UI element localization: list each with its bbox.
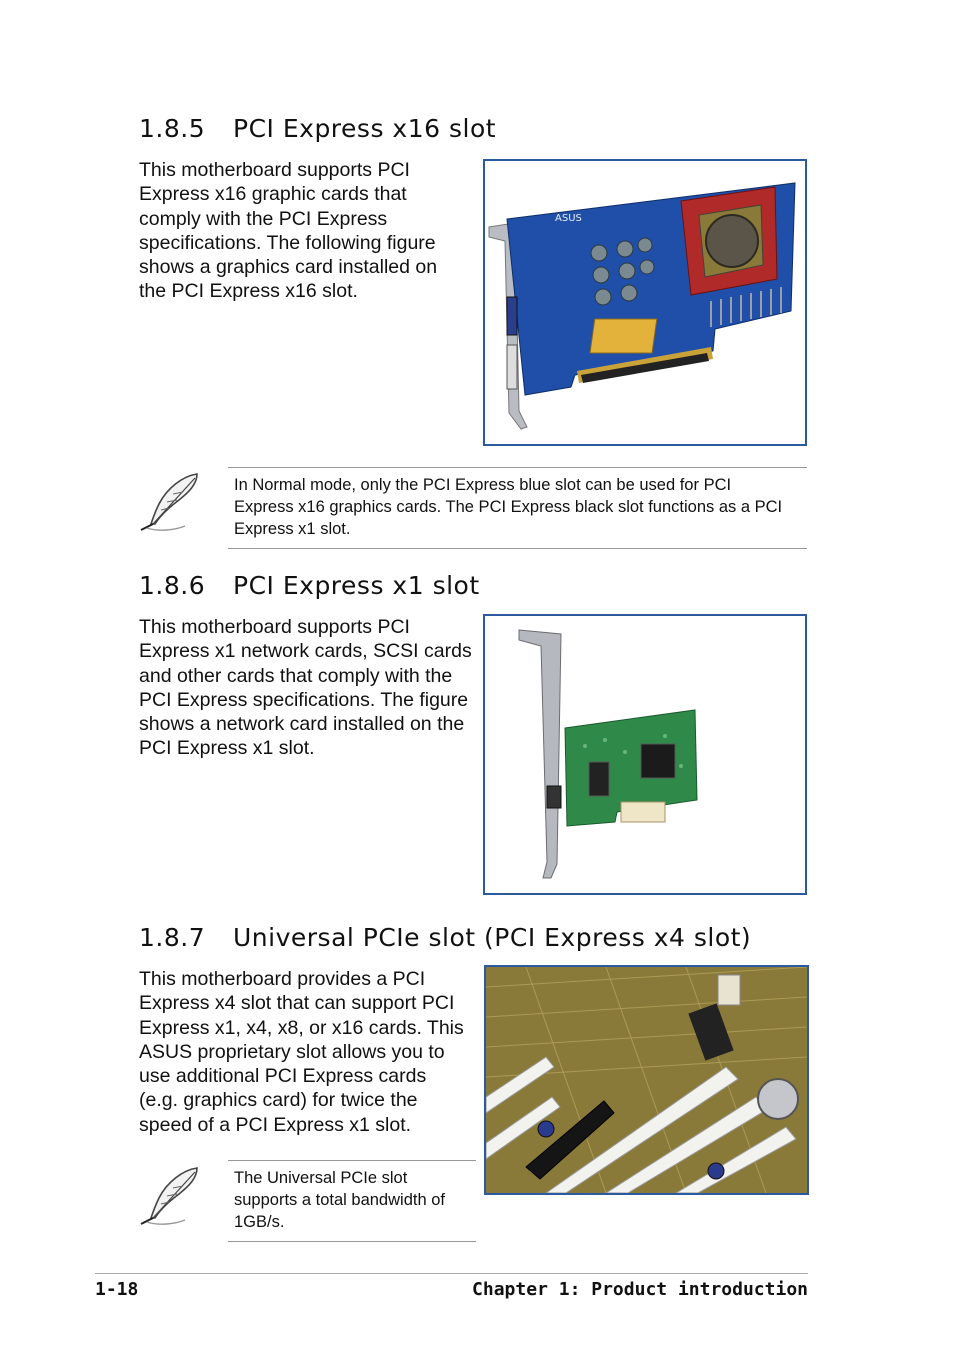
motherboard-slot-illustration: [486, 967, 807, 1193]
feather-pen-icon: [139, 1164, 203, 1228]
section-title: Universal PCIe slot (PCI Express x4 slot): [233, 923, 752, 952]
body-line: This motherboard supports PCI: [139, 616, 410, 638]
page-number: 1-18: [95, 1279, 139, 1300]
body-line: PCI Express x1 slot.: [139, 737, 315, 760]
section-number: 1.8.6: [139, 571, 206, 600]
body-line: the PCI Express x16 slot.: [139, 280, 358, 303]
note-line: supports a total bandwidth of: [234, 1191, 445, 1209]
body-line: ASUS proprietary slot allows you to: [139, 1040, 445, 1063]
network-card-figure: [483, 614, 807, 895]
body-line: (e.g. graphics card) for twice the: [139, 1089, 418, 1112]
section-body-1-8-7: [139, 967, 464, 1137]
section-heading-1-8-6: [139, 571, 480, 600]
feather-pen-icon: [139, 470, 203, 534]
note-line: In Normal mode, only the PCI Express blue slot can be used for PCI: [234, 476, 732, 494]
body-line: This motherboard provides a PCI: [139, 968, 426, 990]
section-body-1-8-5: [139, 158, 437, 304]
section-heading-1-8-7: [139, 923, 751, 952]
network-card-illustration: [485, 616, 805, 893]
section-title: PCI Express x16 slot: [233, 114, 497, 143]
body-line: speed of a PCI Express x1 slot.: [139, 1113, 412, 1136]
note-box-bandwidth: [228, 1160, 476, 1242]
body-line: Express x16 graphic cards that: [139, 183, 407, 206]
body-line: and other cards that comply with the: [139, 664, 453, 687]
section-heading-1-8-5: [139, 114, 496, 143]
body-line: shows a network card installed on the: [139, 713, 465, 736]
body-line: shows a graphics card installed on: [139, 256, 438, 279]
section-number: 1.8.7: [139, 923, 206, 952]
body-line: PCI Express specifications. The figure: [139, 688, 469, 711]
section-body-1-8-6: [139, 615, 472, 761]
body-line: This motherboard supports PCI: [139, 159, 410, 181]
body-line: Express x1, x4, x8, or x16 cards. This: [139, 1016, 464, 1039]
note-line: Express x1 slot.: [234, 520, 351, 538]
section-number: 1.8.5: [139, 114, 206, 143]
body-line: specifications. The following figure: [139, 231, 436, 254]
body-line: Express x1 network cards, SCSI cards: [139, 640, 472, 663]
body-line: comply with the PCI Express: [139, 207, 388, 230]
note-line: Express x16 graphics cards. The PCI Express black slot functions as a PCI: [234, 498, 783, 516]
motherboard-slot-photo: [484, 965, 809, 1195]
body-line: Express x4 slot that can support PCI: [139, 992, 455, 1015]
footer-divider: [95, 1273, 808, 1274]
note-line: The Universal PCIe slot: [234, 1169, 408, 1187]
body-line: use additional PCI Express cards: [139, 1065, 427, 1088]
brand-text: ASUS: [555, 213, 582, 224]
graphics-card-illustration: [485, 161, 805, 444]
chapter-title: Chapter 1: Product introduction: [472, 1279, 808, 1300]
graphics-card-figure: [483, 159, 807, 446]
section-title: PCI Express x1 slot: [233, 571, 480, 600]
note-box-normal-mode: [228, 467, 807, 549]
note-line: 1GB/s.: [234, 1213, 285, 1231]
